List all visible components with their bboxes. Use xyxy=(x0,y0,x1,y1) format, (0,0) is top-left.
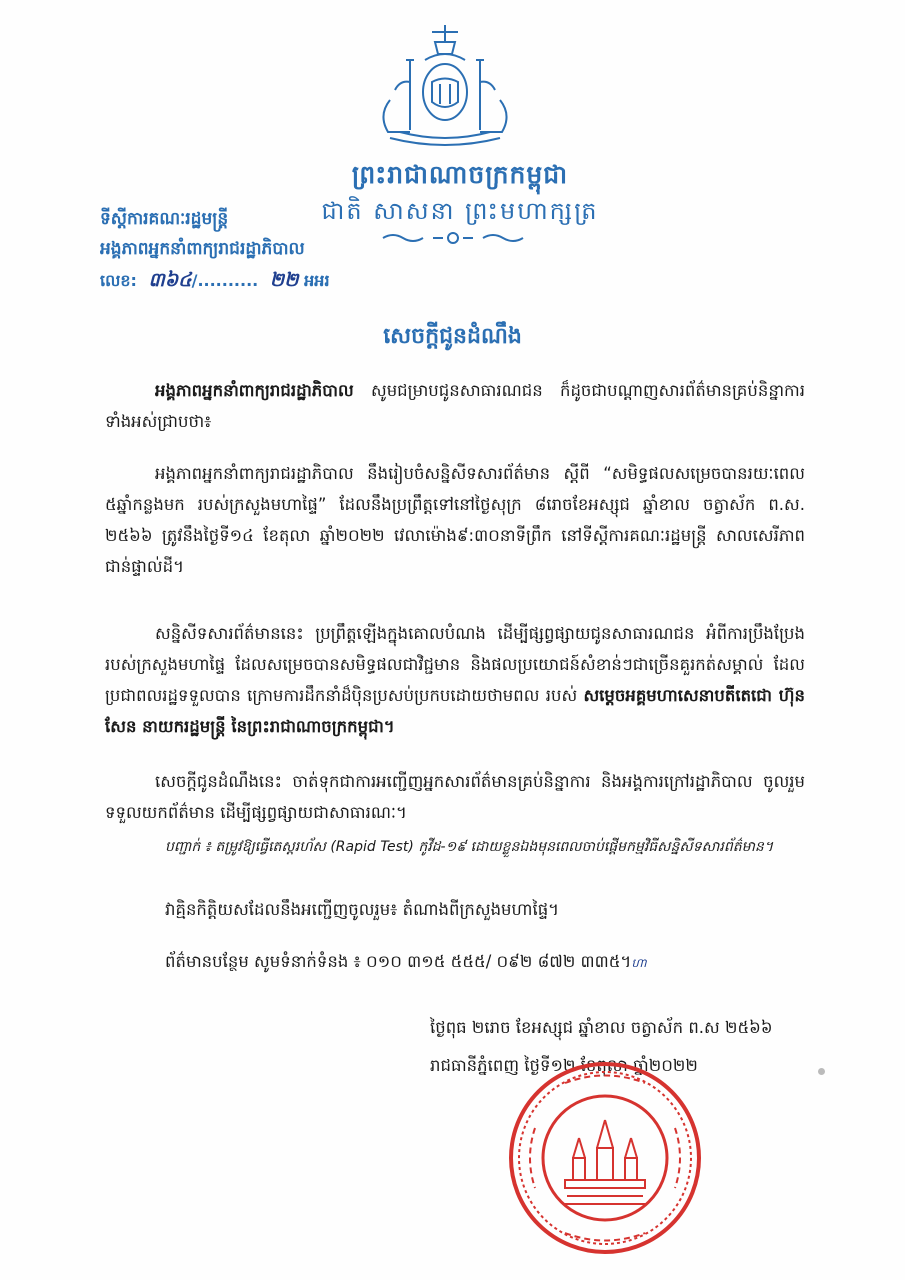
document-title: សេចក្តីជូនដំណឹង xyxy=(383,324,522,349)
royal-emblem-icon xyxy=(370,20,520,155)
official-seal-icon xyxy=(505,1058,705,1258)
paragraph-contact xyxy=(165,952,647,976)
purpose-text: សន្និសីទសារព័ត៌មាននេះ ប្រព្រឹត្តឡើងក្នុងគោលបំណង ដើម្បីផ្សព្វផ្សាយជូនសាធារណជន អំពីការប្រឹងប្រែងរបស់ក្រសួងមហាផ្ទៃ ដែលសម្រេចបានសមិទ្ធផលជាវិជ្ជមាន និងផលប្រយោជន៍សំខាន់ៗជាច្រើនគួរកត់សម្គាល់ ដែលប្រជាពលរដ្ឋទទួលបាន ក្រោមការដឹកនាំដ៏ប៉ិនប្រសប់ប្រកបដោយថាមពល របស់ xyxy=(105,624,805,705)
paragraph-event: អង្គភាពអ្នកនាំពាក្យរាជរដ្ឋាភិបាល នឹងរៀបចំសន្និសីទសារព័ត៌មាន ស្តីពី “សមិទ្ធផលសម្រេចបានរយៈពេល ៥ឆ្នាំកន្លងមក របស់ក្រសួងមហាផ្ទៃ” ដែលនឹងប្រព្រឹត្តទៅនៅថ្ងៃសុក្រ ៨រោចខែអស្សុជ ឆ្នាំខាល ចត្វាស័ក ព.ស. ២៥៦៦ ត្រូវនឹងថ្ងៃទី១៤ ខែតុលា ឆ្នាំ២០២២ វេលាម៉ោង៩:៣០នាទីព្រឹក នៅទីស្តីការគណៈរដ្ឋមន្ត្រី សាលសេរីភាព ជាន់ផ្ទាល់ដី។ xyxy=(105,464,805,576)
reference-number xyxy=(100,268,330,296)
scan-mark xyxy=(818,1068,825,1075)
contact-text: ព័ត៌មានបន្ថែម សូមទំនាក់ទំនង ៖ ០១០ ៣១៥ ៥៥៥/ ០៩២ ៨៧២ ៣៣៥។ xyxy=(165,952,632,971)
ref-suffix: អអរ xyxy=(304,271,330,290)
date-solar: រាជធានីភ្នំពេញ ថ្ងៃទី១២ ខែតុលា ឆ្នាំ២០២២ xyxy=(430,1056,698,1075)
sender-unit: អង្គភាពអ្នកនាំពាក្យរាជរដ្ឋាភិបាល xyxy=(100,239,305,259)
sender-office: ទីស្តីការគណៈរដ្ឋមន្ត្រី xyxy=(100,209,229,229)
date-lunar: ថ្ងៃពុធ ២រោច ខែអស្សុជ ឆ្នាំខាល ចត្វាស័ក ព.ស ២៥៦៦ xyxy=(430,1018,773,1037)
ref-dots: /.......... xyxy=(191,271,259,290)
ref-label: លេខ: xyxy=(100,271,137,290)
intro-bold-sender: អង្គភាពអ្នកនាំពាក្យរាជរដ្ឋាភិបាល xyxy=(155,381,354,400)
national-motto: ជាតិ សាសនា ព្រះមហាក្សត្រ xyxy=(321,197,599,225)
paragraph-speakers: វាគ្មិនកិត្តិយសដែលនឹងអញ្ជើញចូលរួម៖ តំណាងពីក្រសួងមហាផ្ទៃ។ xyxy=(165,900,560,919)
ref-handwritten-number: ៣៦៤ xyxy=(148,269,192,291)
motto-ornament-icon xyxy=(378,230,528,246)
contact-initials: ហា xyxy=(631,956,647,970)
paragraph-purpose xyxy=(105,618,805,742)
paragraph-invitation: សេចក្តីជូនដំណឹងនេះ ចាត់ទុកជាការអញ្ជើញអ្នកសារព័ត៌មានគ្រប់និន្នាការ និងអង្គការក្រៅរដ្ឋាភិបាល ចូលរួមទទួលយកព័ត៌មាន ដើម្បីផ្សព្វផ្សាយជាសាធារណៈ។ xyxy=(105,772,805,822)
kingdom-title: ព្រះរាជាណាចក្រកម្ពុជា xyxy=(351,160,569,189)
note-rapid-test: បញ្ជាក់ ៖ តម្រូវឱ្យធ្វើតេស្តរហ័ស (Rapid Test) កូវីដ-១៩ ដោយខ្លួនឯងមុនពេលចាប់ផ្តើមកម្មវិធីសន្និសីទសារព័ត៌មាន។ xyxy=(165,839,774,855)
ref-handwritten-year: ២២ xyxy=(269,269,299,291)
purpose-bold-leader: សម្តេចអគ្គមហាសេនាបតីតេជោ ហ៊ុន សែន នាយករដ្ឋមន្ត្រី នៃព្រះរាជាណាចក្រកម្ពុជា។ xyxy=(105,686,805,736)
intro-text: សូមជម្រាបជូនសាធារណជន ក៏ដូចជាបណ្តាញសារព័ត៌មានគ្រប់និន្នាការទាំងអស់ជ្រាបថា៖ xyxy=(105,381,805,431)
paragraph-intro xyxy=(105,375,805,437)
